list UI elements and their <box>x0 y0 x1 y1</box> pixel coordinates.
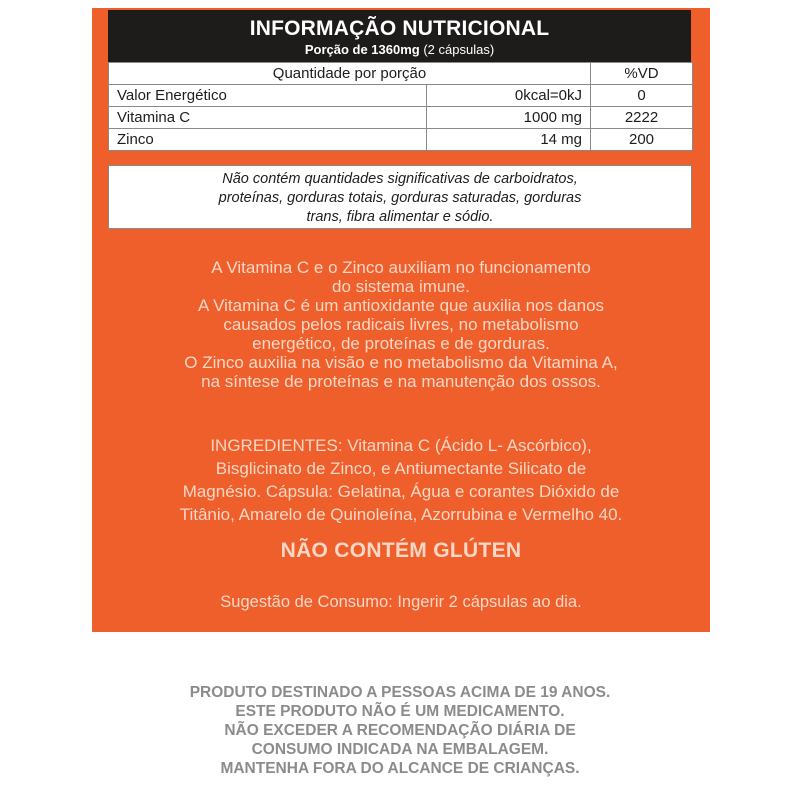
footnote-line: Não contém quantidades significativas de carboidratos, <box>222 171 578 187</box>
ingredients-line: Titânio, Amarelo de Quinoleína, Azorrubina e Vermelho 40. <box>179 505 623 524</box>
consumption-suggestion: Sugestão de Consumo: Ingerir 2 cápsulas ao dia. <box>220 593 582 611</box>
benefits-line: energético, de proteínas e de gorduras. <box>252 334 550 353</box>
benefits-line: O Zinco auxilia na visão e no metabolismo da Vitamina A, <box>184 353 618 372</box>
nutrient-vd: 0 <box>591 85 693 107</box>
warnings-text <box>80 683 720 778</box>
benefits-text <box>92 258 710 391</box>
ingredients-line: Bisglicinato de Zinco, e Antiumectante Silicato de <box>215 459 587 478</box>
portion-size-capsules: (2 cápsulas) <box>419 42 495 57</box>
nutrient-amount: 0kcal=0kJ <box>427 85 591 107</box>
warning-line: CONSUMO INDICADA NA EMBALAGEM. <box>251 741 549 758</box>
gluten-free-notice: NÃO CONTÉM GLÚTEN <box>280 539 522 562</box>
nutrient-name: Zinco <box>109 129 427 151</box>
table-row <box>109 107 693 129</box>
table-row <box>109 85 693 107</box>
warning-line: PRODUTO DESTINADO A PESSOAS ACIMA DE 19 ANOS. <box>189 684 611 701</box>
nutrition-title: INFORMAÇÃO NUTRICIONAL <box>249 17 550 40</box>
benefits-line: A Vitamina C é um antioxidante que auxilia nos danos <box>197 296 605 315</box>
nutrient-vd: 200 <box>591 129 693 151</box>
portion-size-bold: Porção de 1360mg <box>304 42 420 57</box>
nutrient-amount: 1000 mg <box>427 107 591 129</box>
ingredients-text <box>92 434 710 526</box>
nutrient-name: Valor Energético <box>109 85 427 107</box>
column-vd-header: %VD <box>591 63 693 85</box>
benefits-line: do sistema imune. <box>332 277 470 296</box>
table-header-row <box>109 63 693 85</box>
nutrition-footnote <box>108 165 692 229</box>
nutrient-amount: 14 mg <box>427 129 591 151</box>
warning-line: MANTENHA FORA DO ALCANCE DE CRIANÇAS. <box>220 760 580 777</box>
warning-line: NÃO EXCEDER A RECOMENDAÇÃO DIÁRIA DE <box>224 722 576 739</box>
nutrition-header <box>108 10 691 62</box>
nutrition-table <box>108 62 693 151</box>
portion-size <box>108 42 691 57</box>
ingredients-line: INGREDIENTES: Vitamina C (Ácido L- Ascórbico), <box>210 436 592 455</box>
warning-line: ESTE PRODUTO NÃO É UM MEDICAMENTO. <box>235 703 565 720</box>
benefits-line: A Vitamina C e o Zinco auxiliam no funcionamento <box>211 258 591 277</box>
ingredients-line: Magnésio. Cápsula: Gelatina, Água e corantes Dióxido de <box>182 482 620 501</box>
benefits-line: na síntese de proteínas e na manutenção dos ossos. <box>201 372 601 391</box>
table-row <box>109 129 693 151</box>
benefits-line: causados pelos radicais livres, no metabolismo <box>223 315 579 334</box>
nutrient-vd: 2222 <box>591 107 693 129</box>
column-quantity-header: Quantidade por porção <box>109 63 591 85</box>
footnote-line: proteínas, gorduras totais, gorduras saturadas, gorduras <box>218 190 582 206</box>
footnote-line: trans, fibra alimentar e sódio. <box>306 209 494 225</box>
nutrient-name: Vitamina C <box>109 107 427 129</box>
